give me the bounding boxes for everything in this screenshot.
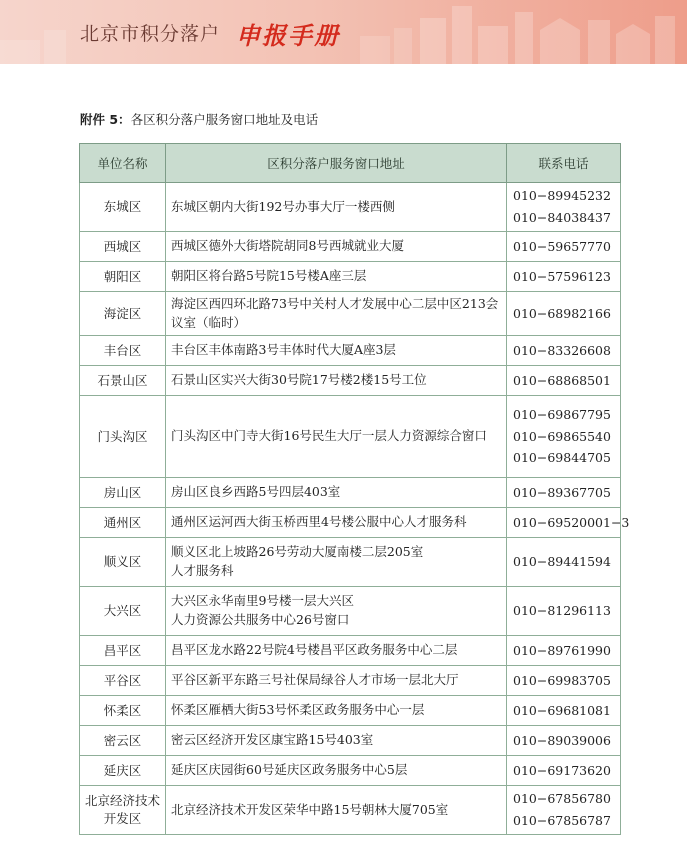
phone-cell xyxy=(507,587,621,636)
address-cell: 大兴区永华南里9号楼一层大兴区 人力资源公共服务中心26号窗口 xyxy=(166,587,507,636)
caption-text: 各区积分落户服务窗口地址及电话 xyxy=(130,112,319,127)
phone-number: 010−81296113 xyxy=(513,603,611,619)
phone-cell xyxy=(507,786,621,835)
address-cell: 门头沟区中门寺大街16号民生大厅一层人力资源综合窗口 xyxy=(166,396,507,478)
unit-name-cell: 延庆区 xyxy=(80,756,166,786)
table-row xyxy=(80,636,621,666)
phone-cell xyxy=(507,636,621,666)
phone-number: 010−67856787 xyxy=(513,812,611,828)
table-row xyxy=(80,756,621,786)
phone-number: 010−69173620 xyxy=(513,762,611,778)
table-row xyxy=(80,366,621,396)
table-row xyxy=(80,292,621,336)
phone-cell xyxy=(507,756,621,786)
unit-name-cell: 西城区 xyxy=(80,232,166,262)
phone-cell xyxy=(507,262,621,292)
address-cell: 房山区良乡西路5号四层403室 xyxy=(166,478,507,508)
table-row xyxy=(80,538,621,587)
unit-name-cell: 昌平区 xyxy=(80,636,166,666)
address-cell: 东城区朝内大街192号办事大厅一楼西侧 xyxy=(166,183,507,232)
address-cell: 密云区经济开发区康宝路15号403室 xyxy=(166,726,507,756)
phone-cell xyxy=(507,292,621,336)
phone-cell xyxy=(507,696,621,726)
unit-name-cell: 顺义区 xyxy=(80,538,166,587)
address-cell: 北京经济技术开发区荣华中路15号朝林大厦705室 xyxy=(166,786,507,835)
service-window-table xyxy=(79,143,630,835)
phone-cell xyxy=(507,666,621,696)
phone-number: 010−89761990 xyxy=(513,642,611,658)
table-row xyxy=(80,232,621,262)
phone-cell xyxy=(507,336,621,366)
phone-number: 010−69844705 xyxy=(513,450,611,466)
phone-cell xyxy=(507,396,621,478)
page-header-banner xyxy=(0,0,687,64)
phone-number: 010−89039006 xyxy=(513,732,611,748)
address-cell: 顺义区北上坡路26号劳动大厦南楼二层205室 人才服务科 xyxy=(166,538,507,587)
unit-name-cell: 密云区 xyxy=(80,726,166,756)
phone-number: 010−89441594 xyxy=(513,554,611,570)
phone-cell xyxy=(507,538,621,587)
table-row xyxy=(80,183,621,232)
table-row xyxy=(80,478,621,508)
phone-number: 010−57596123 xyxy=(513,268,611,284)
table-row xyxy=(80,696,621,726)
unit-name-cell: 平谷区 xyxy=(80,666,166,696)
phone-number: 010−89945232 xyxy=(513,188,611,204)
unit-name-cell: 石景山区 xyxy=(80,366,166,396)
unit-name-cell: 海淀区 xyxy=(80,292,166,336)
table-row xyxy=(80,726,621,756)
table-row xyxy=(80,336,621,366)
header-accent-title: 申报手册 xyxy=(236,21,340,50)
address-cell: 西城区德外大街塔院胡同8号西城就业大厦 xyxy=(166,232,507,262)
address-cell: 石景山区实兴大街30号院17号楼2楼15号工位 xyxy=(166,366,507,396)
phone-number: 010−69681081 xyxy=(513,702,611,718)
unit-name-cell: 东城区 xyxy=(80,183,166,232)
phone-number: 010−67856780 xyxy=(513,791,611,806)
phone-number: 010−69520001−3 xyxy=(513,514,630,530)
unit-name-cell: 大兴区 xyxy=(80,587,166,636)
unit-name-cell: 丰台区 xyxy=(80,336,166,366)
column-header-unit: 单位名称 xyxy=(80,144,166,183)
unit-name-cell: 朝阳区 xyxy=(80,262,166,292)
address-cell: 昌平区龙水路22号院4号楼昌平区政务服务中心二层 xyxy=(166,636,507,666)
table-caption xyxy=(80,110,318,128)
table-header-row xyxy=(80,144,621,183)
unit-name-cell: 门头沟区 xyxy=(80,396,166,478)
table-row xyxy=(80,508,621,538)
phone-cell xyxy=(507,478,621,508)
address-cell: 通州区运河西大街玉桥西里4号楼公服中心人才服务科 xyxy=(166,508,507,538)
phone-number: 010−59657770 xyxy=(513,238,611,254)
phone-number: 010−68982166 xyxy=(513,305,611,321)
table-row xyxy=(80,666,621,696)
table-row xyxy=(80,587,621,636)
phone-number: 010−69867795 xyxy=(513,406,611,422)
unit-name-cell: 怀柔区 xyxy=(80,696,166,726)
address-cell: 朝阳区将台路5号院15号楼A座三层 xyxy=(166,262,507,292)
column-header-address: 区积分落户服务窗口地址 xyxy=(166,144,507,183)
phone-cell xyxy=(507,726,621,756)
unit-name-cell: 房山区 xyxy=(80,478,166,508)
unit-name-cell: 北京经济技术开发区 xyxy=(80,786,166,835)
address-cell: 平谷区新平东路三号社保局绿谷人才市场一层北大厅 xyxy=(166,666,507,696)
address-cell: 怀柔区雁栖大街53号怀柔区政务服务中心一层 xyxy=(166,696,507,726)
phone-number: 010−68868501 xyxy=(513,372,611,388)
phone-number: 010−89367705 xyxy=(513,484,611,500)
phone-number: 010−69865540 xyxy=(513,428,611,444)
header-title: 北京市积分落户 xyxy=(80,23,221,45)
table-body xyxy=(80,183,630,835)
phone-number: 010−69983705 xyxy=(513,672,611,688)
address-cell: 丰台区丰体南路3号丰体时代大厦A座3层 xyxy=(166,336,507,366)
caption-prefix: 附件 5： xyxy=(80,112,131,127)
phone-number: 010−83326608 xyxy=(513,342,611,358)
table-row xyxy=(80,396,621,478)
table-row xyxy=(80,262,621,292)
address-cell: 海淀区西四环北路73号中关村人才发展中心二层中区213会议室（临时） xyxy=(166,292,507,336)
address-cell: 延庆区庆园街60号延庆区政务服务中心5层 xyxy=(166,756,507,786)
phone-cell xyxy=(507,183,621,232)
unit-name-cell: 通州区 xyxy=(80,508,166,538)
phone-cell xyxy=(507,366,621,396)
phone-cell xyxy=(507,508,630,538)
phone-number: 010−84038437 xyxy=(513,210,611,225)
phone-cell xyxy=(507,232,621,262)
column-header-phone: 联系电话 xyxy=(507,144,621,183)
table-row xyxy=(80,786,621,835)
